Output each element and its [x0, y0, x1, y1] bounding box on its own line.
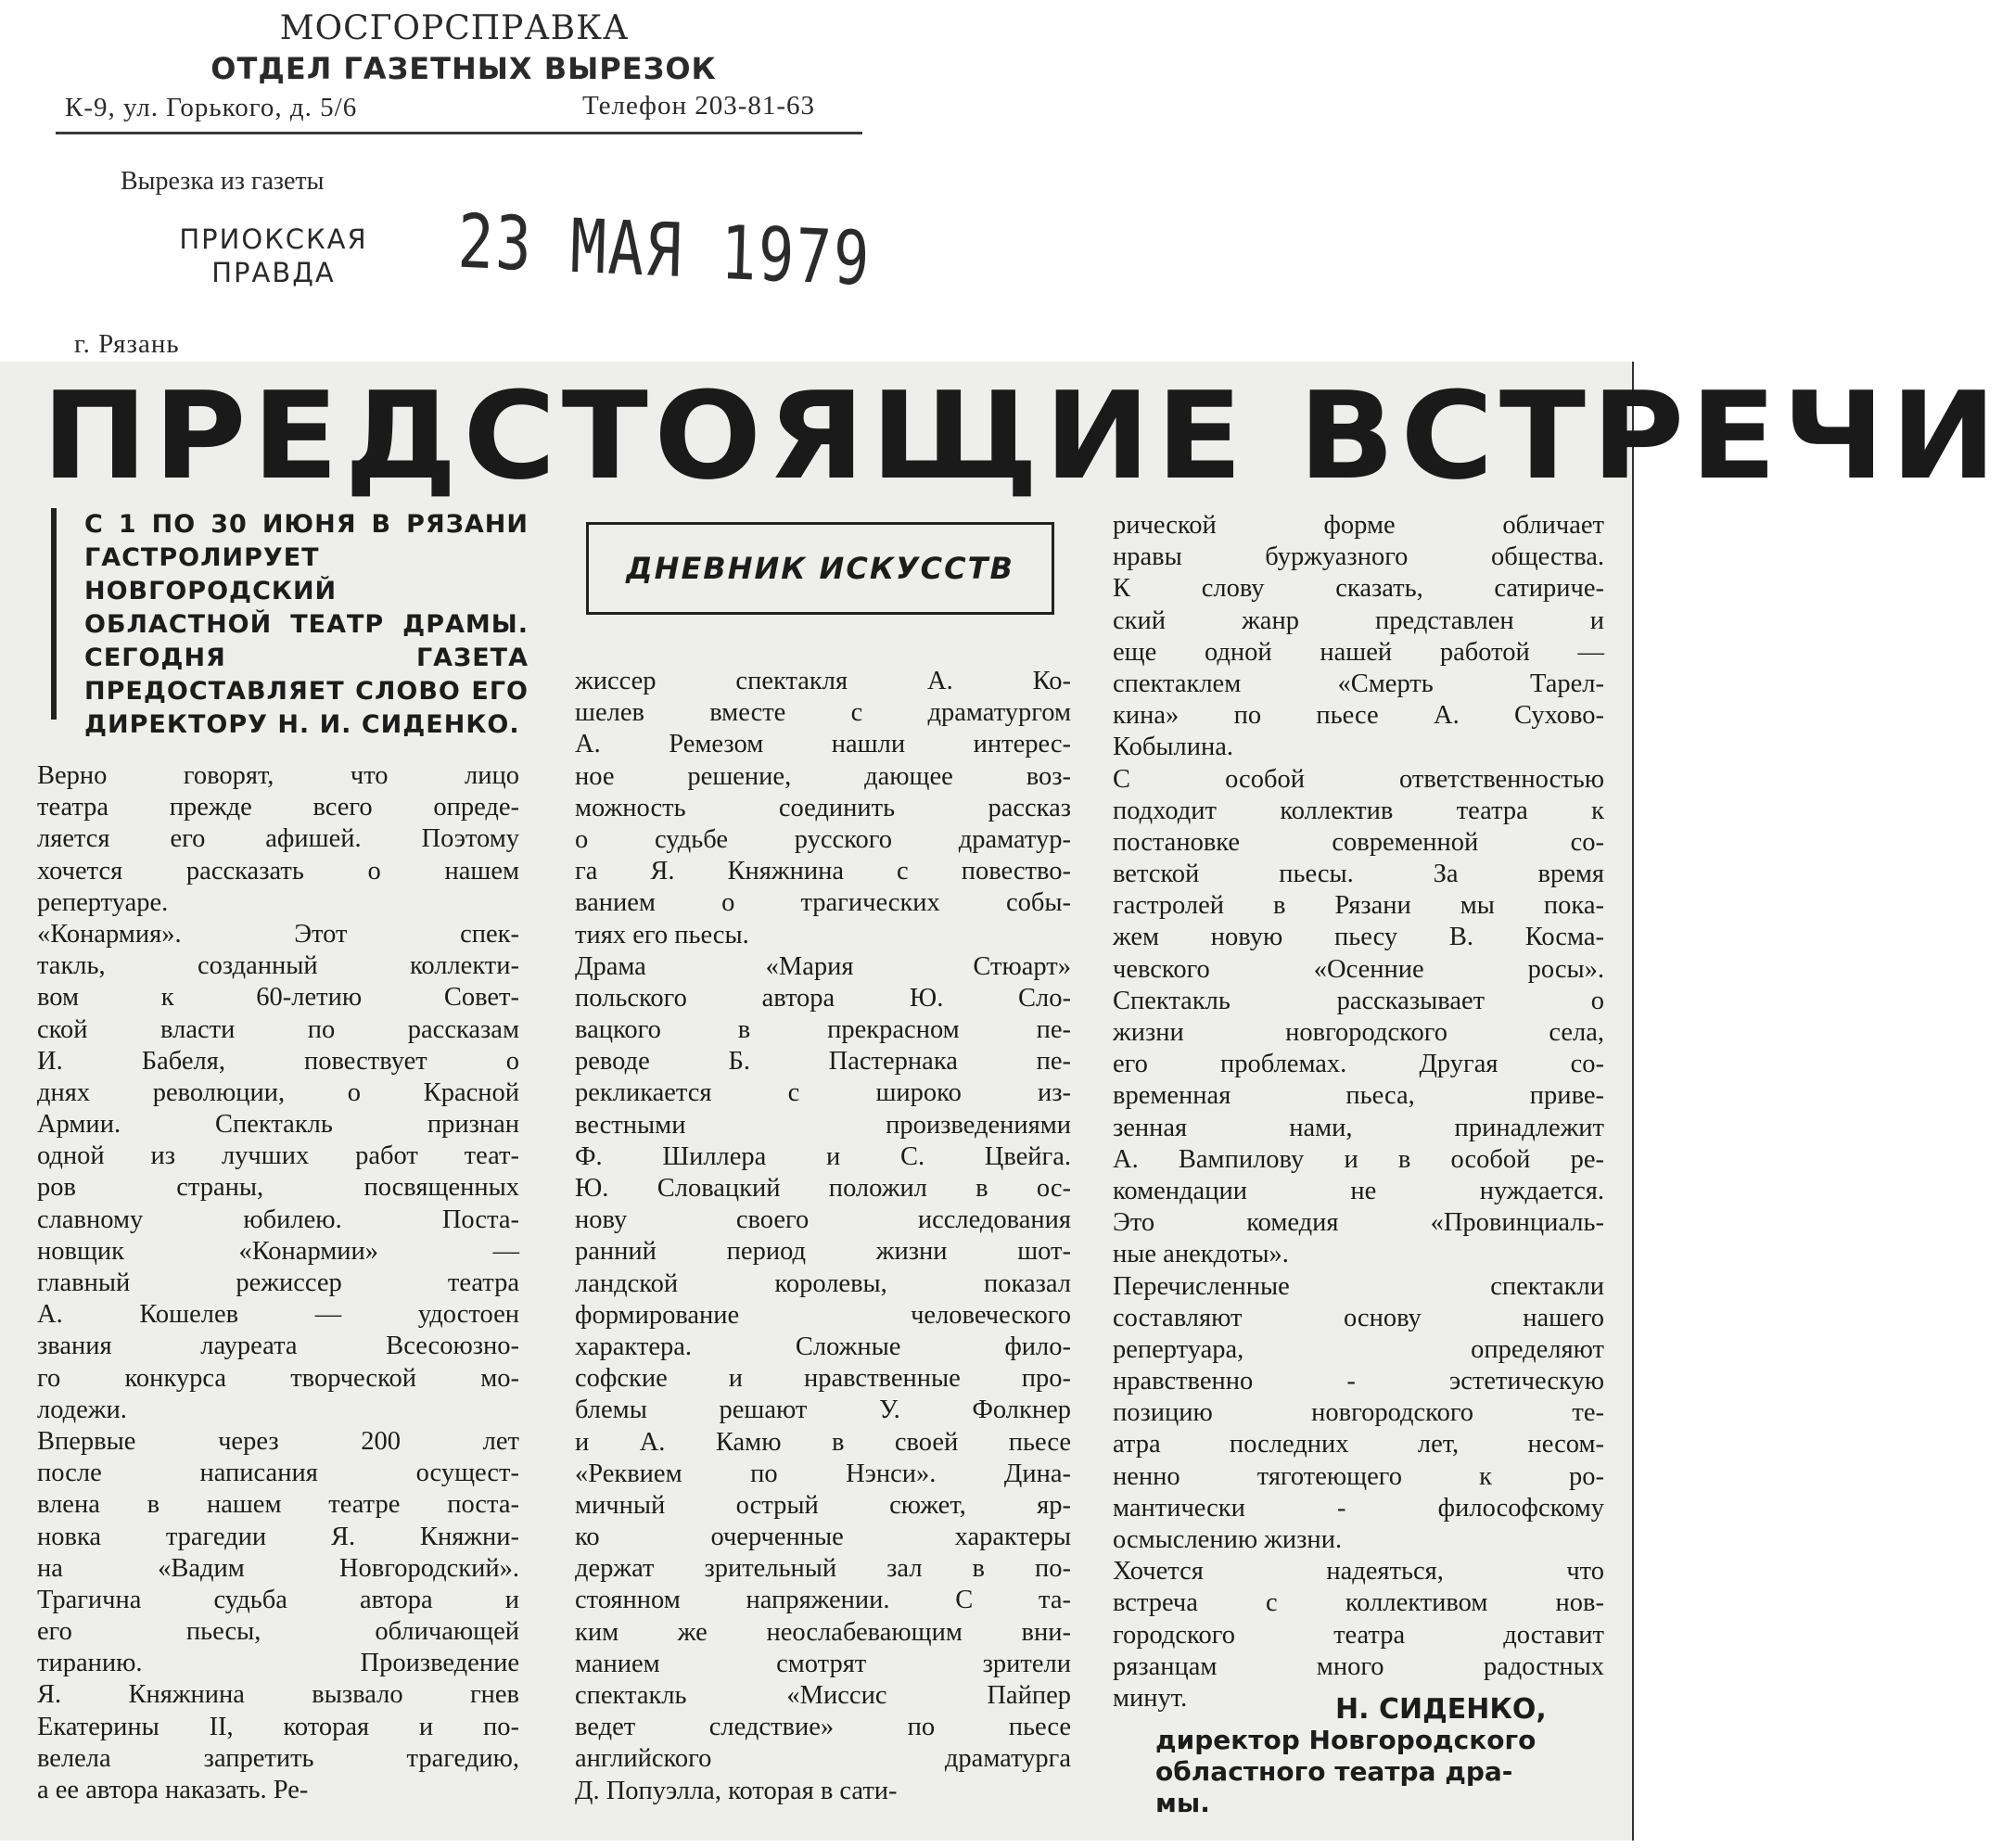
text-line: и А. Камю в своей пьесе: [575, 1427, 1071, 1457]
text-line: нову своего исследования: [575, 1205, 1071, 1235]
text-line: тиях его пьесы.: [575, 920, 749, 949]
text-line: театра прежде всего опреде-: [37, 793, 519, 822]
text-line: а ее автора наказать. Ре-: [37, 1776, 309, 1804]
text-line: К слову сказать, сатириче-: [1113, 574, 1604, 604]
text-line: ные анекдоты».: [1113, 1240, 1289, 1269]
text-line: о судьбе русского драматур-: [575, 824, 1071, 854]
text-line: влена в нашем театре поста-: [37, 1490, 519, 1520]
text-line: встреча с коллективом нов-: [1113, 1588, 1604, 1618]
city-label: г. Рязань: [74, 329, 180, 359]
text-line: шелев вместе с драматургом: [575, 698, 1071, 728]
text-line: позицию новгородского те-: [1113, 1398, 1604, 1428]
text-line: польского автора Ю. Сло-: [575, 983, 1071, 1013]
text-line: характера. Сложные фило-: [575, 1332, 1071, 1361]
text-line: осмыслению жизни.: [1113, 1525, 1343, 1554]
text-line: главный режиссер театра: [37, 1268, 519, 1297]
clipping-label: Вырезка из газеты: [121, 167, 325, 196]
text-line: нравы буржуазного общества.: [1113, 542, 1604, 572]
text-line: ранний период жизни шот-: [575, 1237, 1071, 1267]
text-line: велела запретить трагедию,: [37, 1743, 519, 1773]
text-line: Екатерины II, которая и по-: [37, 1712, 519, 1741]
text-line: одной из лучших работ теат-: [37, 1141, 519, 1171]
text-line: лодежи.: [37, 1395, 127, 1424]
text-line: зенная нами, принадлежит: [1113, 1113, 1604, 1142]
text-line: на «Вадим Новгородский».: [37, 1553, 519, 1583]
text-line: еще одной нашей работой —: [1113, 637, 1604, 667]
newspaper-name: ПРИОКСКАЯ ПРАВДА: [179, 223, 368, 288]
column-2: [575, 666, 1071, 1807]
text-line: Я. Княжнина вызвало гнев: [37, 1680, 519, 1710]
text-line: А. Ремезом нашли интерес-: [575, 730, 1071, 759]
signature-line: областного театра дра-: [1155, 1756, 1513, 1787]
text-line: Это комедия «Провинциаль-: [1113, 1208, 1604, 1238]
text-line: новщик «Конармии» —: [37, 1236, 519, 1266]
text-line: спектакль «Миссис Пайпер: [575, 1681, 1071, 1710]
text-line: ненно тяготеющего к ро-: [1113, 1461, 1604, 1491]
text-line: комендации не нуждается.: [1113, 1176, 1604, 1205]
text-line: ской власти по рассказам: [37, 1014, 519, 1044]
text-line: Ф. Шиллера и С. Цвейга.: [575, 1141, 1071, 1171]
text-line: ведет следствие» по пьесе: [575, 1713, 1071, 1742]
text-line: Перечисленные спектакли: [1113, 1271, 1604, 1301]
text-line: днях революции, о Красной: [37, 1077, 519, 1107]
text-line: ким же неослабевающим вни-: [575, 1617, 1071, 1647]
text-line: репертуара, определяют: [1113, 1334, 1604, 1364]
text-line: рической форме обличает: [1113, 511, 1604, 540]
text-line: чевского «Осенние росы».: [1113, 954, 1604, 984]
text-line: Впервые через 200 лет: [37, 1426, 519, 1456]
text-line: рязанцам много радостных: [1113, 1651, 1604, 1681]
text-line: реводе Б. Пастернака пе-: [575, 1047, 1071, 1077]
text-line: подходит коллектив театра к: [1113, 796, 1604, 825]
text-line: ров страны, посвященных: [37, 1173, 519, 1203]
header-divider: [56, 132, 862, 134]
text-line: ландской королевы, показал: [575, 1268, 1071, 1298]
column-1: [37, 760, 519, 1806]
text-line: мантически - философскому: [1113, 1493, 1604, 1523]
text-line: такль, созданный коллекти-: [37, 951, 519, 981]
text-line: Верно говорят, что лицо: [37, 761, 519, 790]
text-line: вом к 60-летию Совет-: [37, 983, 519, 1013]
text-line: жем новую пьесу В. Косма-: [1113, 923, 1604, 952]
agency-address: К-9, ул. Горького, д. 5/6: [65, 93, 358, 122]
signature-line: мы.: [1155, 1788, 1210, 1818]
text-line: его проблемах. Другая со-: [1113, 1050, 1604, 1079]
text-line: ветской пьесы. За время: [1113, 860, 1604, 889]
article-lead: С 1 ПО 30 ИЮНЯ В РЯЗАНИ ГАСТРОЛИРУЕТ НОВГОРОДСКИЙ ОБЛАСТНОЙ ТЕАТР ДРАМЫ. СЕГОДНЯ ГАЗЕТА ПРЕДОСТАВЛЯЕТ СЛОВО ЕГО ДИРЕКТОРУ Н. И. СИДЕНКО.: [51, 508, 529, 720]
text-line: Армии. Спектакль признан: [37, 1110, 519, 1140]
department-name: ОТДЕЛ ГАЗЕТНЫХ ВЫРЕЗОК: [210, 51, 717, 86]
rubric-box: [586, 522, 1054, 615]
text-line: держат зрительный зал в по-: [575, 1554, 1071, 1584]
agency-phone: Телефон 203-81-63: [582, 91, 816, 121]
text-line: манием смотрят зрители: [575, 1649, 1071, 1678]
text-line: составляют основу нашего: [1113, 1303, 1604, 1332]
text-line: стоянном напряжении. С та-: [575, 1586, 1071, 1615]
column-3: [1113, 510, 1604, 1714]
text-line: Спектакль рассказывает о: [1113, 986, 1604, 1015]
signature-name: Н. СИДЕНКО,: [1335, 1693, 1547, 1726]
agency-name: МОСГОРСПРАВКА: [279, 9, 630, 47]
text-line: хочется рассказать о нашем: [37, 856, 519, 886]
text-line: вестными произведениями: [575, 1110, 1071, 1140]
text-line: рекликается с широко из-: [575, 1078, 1071, 1108]
text-line: временная пьеса, приве-: [1113, 1081, 1604, 1111]
text-line: английского драматурга: [575, 1744, 1071, 1774]
text-line: новка трагедии Я. Княжни-: [37, 1522, 519, 1551]
text-line: А. Вампилову и в особой ре-: [1113, 1144, 1604, 1174]
text-line: славному юбилею. Поста-: [37, 1204, 519, 1234]
text-line: формирование человеческого: [575, 1300, 1071, 1330]
text-line: можность соединить рассказ: [575, 793, 1071, 822]
text-line: его пьесы, обличающей: [37, 1617, 519, 1647]
text-line: жиссер спектакля А. Ко-: [575, 667, 1071, 695]
text-line: го конкурса творческой мо-: [37, 1363, 519, 1393]
text-line: А. Кошелев — удостоен: [37, 1300, 519, 1330]
text-line: Д. Попуэлла, которая в сати-: [575, 1776, 898, 1805]
text-line: Хочется надеяться, что: [1113, 1557, 1604, 1587]
text-line: кина» по пьесе А. Сухово-: [1113, 701, 1604, 731]
text-line: жизни новгородского села,: [1113, 1018, 1604, 1047]
text-line: нравственно - эстетическую: [1113, 1367, 1604, 1396]
text-line: Кобылина.: [1113, 733, 1233, 762]
text-line: софские и нравственные про-: [575, 1364, 1071, 1394]
text-line: ное решение, дающее воз-: [575, 761, 1071, 791]
text-line: «Конармия». Этот спек-: [37, 919, 519, 949]
text-line: тиранию. Произведение: [37, 1649, 519, 1678]
rubric-label: ДНЕВНИК ИСКУССТВ: [626, 551, 1014, 586]
text-line: спектаклем «Смерть Тарел-: [1113, 669, 1604, 698]
text-line: репертуаре.: [37, 887, 169, 917]
text-line: постановке современной со-: [1113, 827, 1604, 857]
text-line: после написания осущест-: [37, 1459, 519, 1488]
text-line: атра последних лет, несом-: [1113, 1430, 1604, 1459]
text-line: «Реквием по Нэнси». Дина-: [575, 1459, 1071, 1488]
text-line: ский жанр представлен и: [1113, 605, 1604, 635]
text-line: городского театра доставит: [1113, 1620, 1604, 1650]
text-line: ванием о трагических собы-: [575, 888, 1071, 918]
text-line: И. Бабеля, повествует о: [37, 1046, 519, 1076]
text-line: С особой ответственностью: [1113, 764, 1604, 794]
signature-title: [1155, 1725, 1591, 1819]
text-line: Драма «Мария Стюарт»: [575, 951, 1071, 981]
text-line: ляется его афишей. Поэтому: [37, 824, 519, 854]
text-line: блемы решают У. Фолкнер: [575, 1396, 1071, 1425]
text-line: мичный острый сюжет, яр-: [575, 1490, 1071, 1520]
text-line: минут.: [1113, 1683, 1188, 1713]
signature-line: директор Новгородского: [1155, 1725, 1537, 1755]
date-stamp: 23 МАЯ 1979: [456, 199, 873, 303]
text-line: га Я. Княжнина с повество-: [575, 857, 1071, 886]
text-line: Ю. Словацкий положил в ос-: [575, 1174, 1071, 1203]
text-line: вацкого в прекрасном пе-: [575, 1015, 1071, 1045]
text-line: Трагична судьба автора и: [37, 1585, 519, 1614]
text-line: звания лауреата Всесоюзно-: [37, 1332, 519, 1361]
text-line: ко очерченные характеры: [575, 1523, 1071, 1552]
text-line: гастролей в Рязани мы пока-: [1113, 891, 1604, 921]
article-headline: ПРЕДСТОЯЩИЕ ВСТРЕЧИ: [42, 365, 2002, 506]
